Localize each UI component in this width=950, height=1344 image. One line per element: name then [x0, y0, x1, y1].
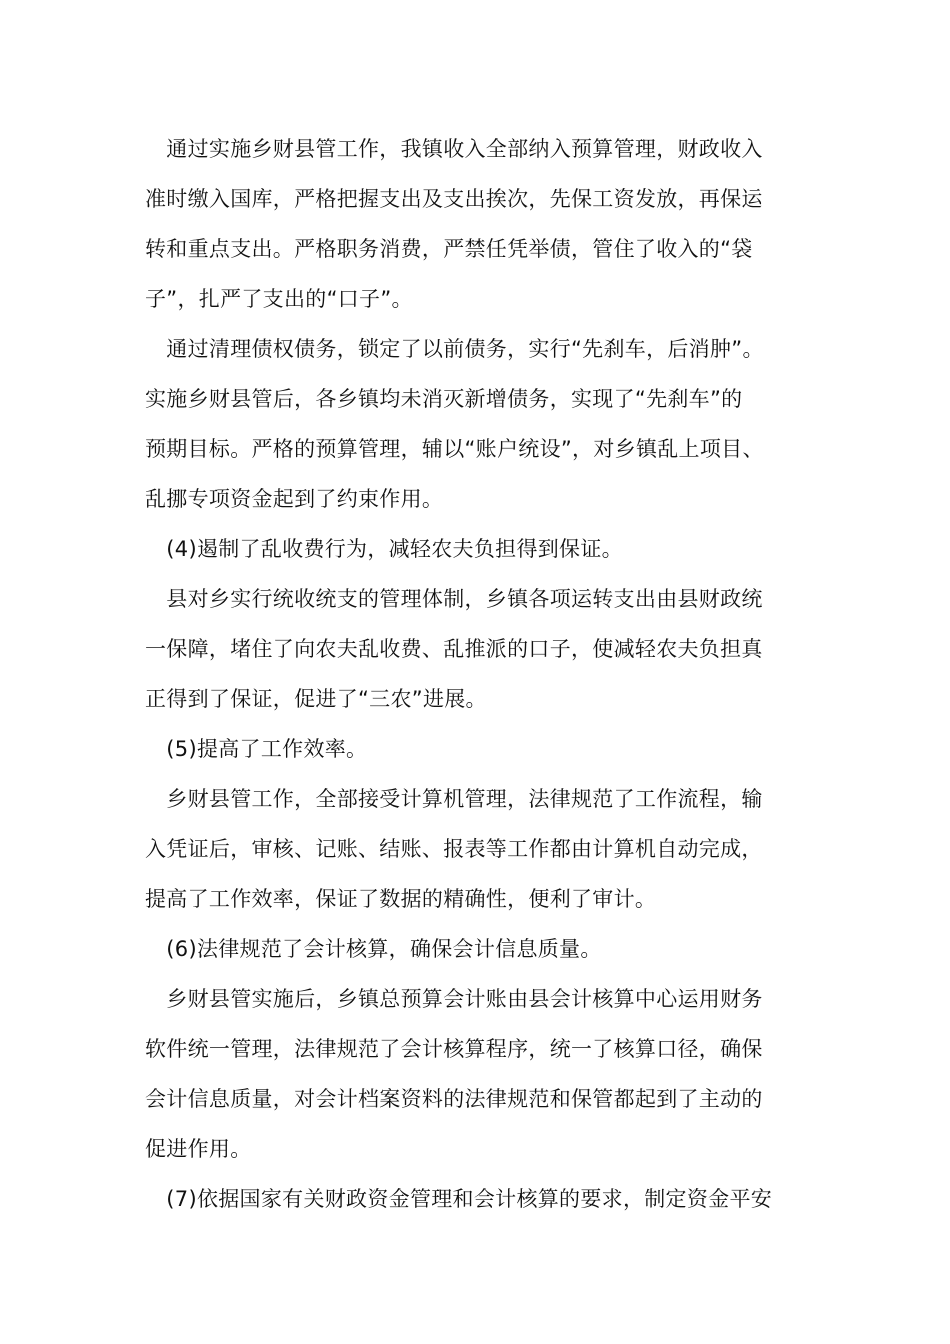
text-line: 准时缴入国库，严格把握支出及支出挨次，先保工资发放，再保运	[145, 187, 763, 211]
text-line: 乱挪专项资金起到了约束作用。	[145, 487, 444, 511]
text-line: 正得到了保证，促进了“三农”进展。	[145, 687, 487, 711]
text-line: 软件统一管理，法律规范了会计核算程序，统一了核算口径，确保	[145, 1037, 763, 1061]
section-heading-6: (6)法律规范了会计核算，确保会计信息质量。	[145, 937, 602, 961]
text-line: 乡财县管实施后，乡镇总预算会计账由县会计核算中心运用财务	[145, 987, 763, 1011]
text-line: 乡财县管工作，全部接受计算机管理，法律规范了工作流程，输	[145, 787, 763, 811]
text-line: 子”，扎严了支出的“口子”。	[145, 287, 413, 311]
text-line: 预期目标。严格的预算管理，辅以“账户统设”，对乡镇乱上项目、	[145, 437, 764, 461]
text-line: 一保障，堵住了向农夫乱收费、乱推派的口子，使减轻农夫负担真	[145, 637, 763, 661]
text-line: 促进作用。	[145, 1137, 252, 1161]
section-heading-4: (4)遏制了乱收费行为，减轻农夫负担得到保证。	[145, 537, 623, 561]
text-line: 实施乡财县管后，各乡镇均未消灭新增债务，实现了“先刹车”的	[145, 387, 743, 411]
text-line: 提高了工作效率，保证了数据的精确性，便利了审计。	[145, 887, 657, 911]
section-heading-7: (7)依据国家有关财政资金管理和会计核算的要求，制定资金平安	[145, 1187, 773, 1211]
document-body	[145, 124, 821, 1224]
section-heading-5: (5)提高了工作效率。	[145, 737, 368, 761]
text-line: 转和重点支出。严格职务消费，严禁任凭举债，管住了收入的“袋	[145, 237, 753, 261]
text-line: 会计信息质量，对会计档案资料的法律规范和保管都起到了主动的	[145, 1087, 763, 1111]
text-line: 入凭证后，审核、记账、结账、报表等工作都由计算机自动完成，	[145, 837, 763, 861]
text-line: 县对乡实行统收统支的管理体制，乡镇各项运转支出由县财政统	[145, 587, 763, 611]
text-line: 通过清理债权债务，锁定了以前债务，实行“先刹车，后消肿”。	[145, 337, 764, 361]
text-line: 通过实施乡财县管工作，我镇收入全部纳入预算管理，财政收入	[145, 137, 763, 161]
